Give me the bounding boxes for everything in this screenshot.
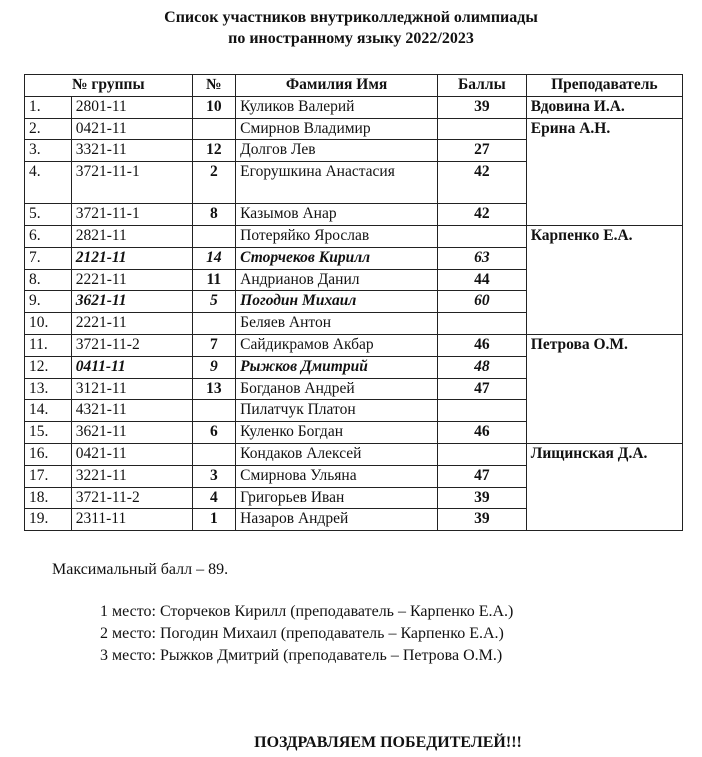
participants-table: [24, 74, 683, 531]
header-group: № группы: [25, 75, 193, 97]
name-cell: Сайдикрамов Акбар: [236, 334, 438, 356]
teacher-cell: Ерина А.Н.: [526, 118, 682, 225]
row-index: 17.: [25, 465, 72, 487]
score-cell: 47: [437, 465, 526, 487]
name-cell: Назаров Андрей: [236, 509, 438, 531]
group-cell: 2221-11: [71, 269, 192, 291]
group-cell: 2121-11: [71, 247, 192, 269]
table-header-row: [25, 75, 683, 97]
document-title-line1: Список участников внутриколледжной олимпиады: [164, 9, 538, 26]
number-cell: 12: [192, 140, 236, 162]
header-number: №: [192, 75, 236, 97]
number-cell: 2: [192, 162, 236, 204]
row-index: 8.: [25, 269, 72, 291]
score-cell: [437, 443, 526, 465]
third-place: 3 место: Рыжков Дмитрий (преподаватель – Петрова О.М.): [100, 647, 503, 664]
table-body: [25, 96, 683, 530]
row-index: 13.: [25, 378, 72, 400]
row-index: 16.: [25, 443, 72, 465]
row-index: 5.: [25, 204, 72, 226]
group-cell: 2801-11: [71, 96, 192, 118]
group-cell: 3121-11: [71, 378, 192, 400]
name-cell: Беляев Антон: [236, 313, 438, 335]
teacher-cell: Вдовина И.А.: [526, 96, 682, 118]
document-title-line2: по иностранному языку 2022/2023: [228, 30, 474, 47]
number-cell: 3: [192, 465, 236, 487]
name-cell: Сторчеков Кирилл: [236, 247, 438, 269]
number-cell: 1: [192, 509, 236, 531]
group-cell: 4321-11: [71, 400, 192, 422]
name-cell: Смирнов Владимир: [236, 118, 438, 140]
teacher-cell: Петрова О.М.: [526, 334, 682, 443]
name-cell: Куленко Богдан: [236, 422, 438, 444]
number-cell: [192, 225, 236, 247]
score-cell: 48: [437, 356, 526, 378]
group-cell: 2221-11: [71, 313, 192, 335]
score-cell: 27: [437, 140, 526, 162]
score-cell: 63: [437, 247, 526, 269]
score-cell: 39: [437, 509, 526, 531]
score-cell: [437, 400, 526, 422]
name-cell: Егорушкина Анастасия: [236, 162, 438, 204]
teacher-cell: Карпенко Е.А.: [526, 225, 682, 334]
row-index: 10.: [25, 313, 72, 335]
second-place: 2 место: Погодин Михаил (преподаватель – Карпенко Е.А.): [100, 625, 504, 642]
name-cell: Долгов Лев: [236, 140, 438, 162]
score-cell: [437, 313, 526, 335]
row-index: 18.: [25, 487, 72, 509]
number-cell: 14: [192, 247, 236, 269]
row-index: 6.: [25, 225, 72, 247]
name-cell: Казымов Анар: [236, 204, 438, 226]
number-cell: [192, 443, 236, 465]
table-row: [25, 334, 683, 356]
number-cell: 4: [192, 487, 236, 509]
score-cell: 46: [437, 334, 526, 356]
group-cell: 2311-11: [71, 509, 192, 531]
group-cell: 3321-11: [71, 140, 192, 162]
name-cell: Кондаков Алексей: [236, 443, 438, 465]
group-cell: 3621-11: [71, 291, 192, 313]
row-index: 12.: [25, 356, 72, 378]
number-cell: [192, 118, 236, 140]
number-cell: [192, 313, 236, 335]
score-cell: 39: [437, 487, 526, 509]
group-cell: 3221-11: [71, 465, 192, 487]
number-cell: 11: [192, 269, 236, 291]
score-cell: 47: [437, 378, 526, 400]
group-cell: 3621-11: [71, 422, 192, 444]
score-cell: [437, 225, 526, 247]
number-cell: 6: [192, 422, 236, 444]
group-cell: 3721-11-2: [71, 487, 192, 509]
row-index: 14.: [25, 400, 72, 422]
number-cell: [192, 400, 236, 422]
table-row: [25, 443, 683, 465]
header-name: Фамилия Имя: [236, 75, 438, 97]
row-index: 15.: [25, 422, 72, 444]
group-cell: 0421-11: [71, 443, 192, 465]
group-cell: 3721-11-1: [71, 162, 192, 204]
name-cell: Смирнова Ульяна: [236, 465, 438, 487]
congratulations-text: ПОЗДРАВЛЯЕМ ПОБЕДИТЕЛЕЙ!!!: [254, 734, 522, 751]
row-index: 1.: [25, 96, 72, 118]
group-cell: 0411-11: [71, 356, 192, 378]
row-index: 2.: [25, 118, 72, 140]
number-cell: 8: [192, 204, 236, 226]
header-score: Баллы: [437, 75, 526, 97]
score-cell: 39: [437, 96, 526, 118]
score-cell: 60: [437, 291, 526, 313]
teacher-cell: Лищинская Д.А.: [526, 443, 682, 530]
score-cell: [437, 118, 526, 140]
score-cell: 46: [437, 422, 526, 444]
name-cell: Куликов Валерий: [236, 96, 438, 118]
name-cell: Потеряйко Ярослав: [236, 225, 438, 247]
name-cell: Рыжков Дмитрий: [236, 356, 438, 378]
name-cell: Пилатчук Платон: [236, 400, 438, 422]
header-teacher: Преподаватель: [526, 75, 682, 97]
score-cell: 44: [437, 269, 526, 291]
name-cell: Погодин Михаил: [236, 291, 438, 313]
table-row: [25, 118, 683, 140]
row-index: 11.: [25, 334, 72, 356]
max-score-note: Максимальный балл – 89.: [52, 561, 229, 578]
row-index: 3.: [25, 140, 72, 162]
first-place: 1 место: Сторчеков Кирилл (преподаватель – Карпенко Е.А.): [100, 603, 514, 620]
row-index: 19.: [25, 509, 72, 531]
number-cell: 7: [192, 334, 236, 356]
row-index: 9.: [25, 291, 72, 313]
row-index: 7.: [25, 247, 72, 269]
group-cell: 3721-11-2: [71, 334, 192, 356]
score-cell: 42: [437, 204, 526, 226]
name-cell: Андрианов Данил: [236, 269, 438, 291]
table-row: [25, 96, 683, 118]
number-cell: 5: [192, 291, 236, 313]
score-cell: 42: [437, 162, 526, 204]
table-row: [25, 225, 683, 247]
number-cell: 10: [192, 96, 236, 118]
number-cell: 9: [192, 356, 236, 378]
name-cell: Богданов Андрей: [236, 378, 438, 400]
name-cell: Григорьев Иван: [236, 487, 438, 509]
row-index: 4.: [25, 162, 72, 204]
group-cell: 0421-11: [71, 118, 192, 140]
group-cell: 3721-11-1: [71, 204, 192, 226]
number-cell: 13: [192, 378, 236, 400]
group-cell: 2821-11: [71, 225, 192, 247]
